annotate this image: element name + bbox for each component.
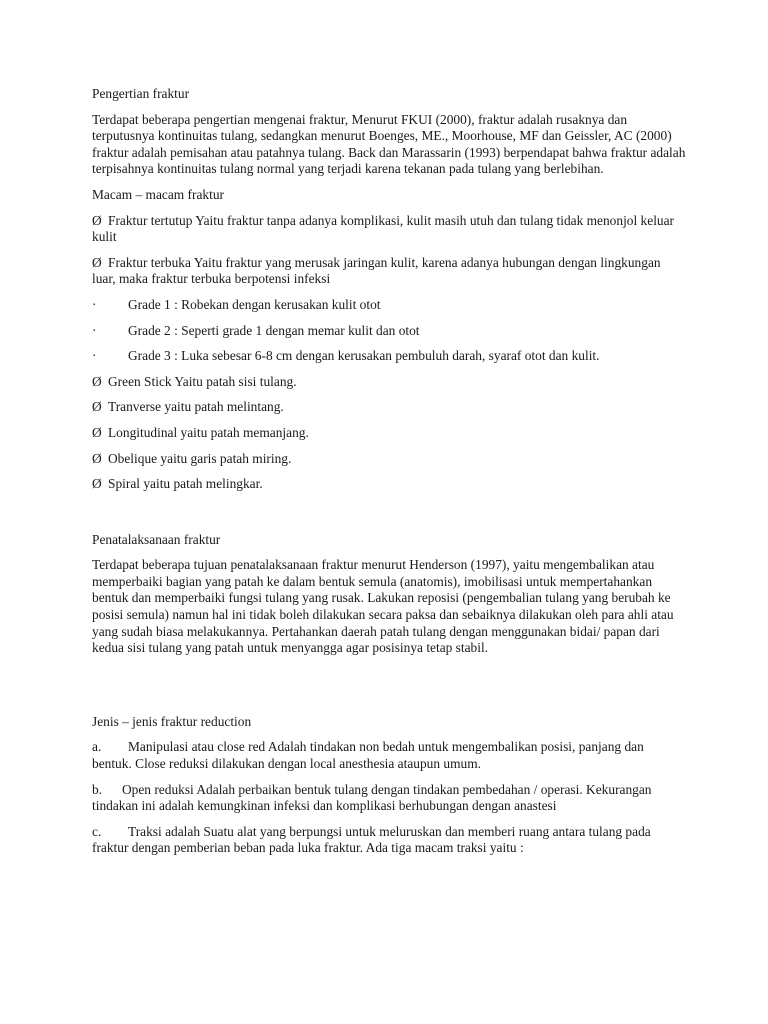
item-text: Open reduksi Adalah perbaikan bentuk tulang dengan tindakan pembedahan / operasi. Kekurangan tindakan ini adalah kemungkinan infeksi dan komplikasi berhubungan dengan anastesi bbox=[92, 781, 652, 814]
arrow-bullet-icon: Ø bbox=[92, 254, 102, 270]
heading-macam: Macam – macam fraktur bbox=[92, 186, 224, 202]
list-item-spiral bbox=[92, 476, 686, 493]
item-text: Longitudinal yaitu patah memanjang. bbox=[108, 424, 309, 440]
arrow-bullet-icon: Ø bbox=[92, 424, 102, 440]
list-item-obelique bbox=[92, 451, 686, 468]
item-text: Obelique yaitu garis patah miring. bbox=[108, 450, 292, 466]
item-text: Fraktur tertutup Yaitu fraktur tanpa adanya komplikasi, kulit masih utuh dan tulang tidak menonjol keluar kulit bbox=[92, 212, 675, 245]
item-text: Traksi adalah Suatu alat yang berpungsi untuk meluruskan dan memberi ruang antara tulang pada fraktur dengan pemberian beban pada luka fraktur. Ada tiga macam traksi yaitu : bbox=[92, 823, 651, 856]
arrow-bullet-icon: Ø bbox=[92, 476, 102, 492]
list-item-grade-2 bbox=[92, 323, 686, 340]
item-marker: c. bbox=[92, 823, 102, 839]
item-text: Grade 3 : Luka sebesar 6-8 cm dengan kerusakan pembuluh darah, syaraf otot dan kulit. bbox=[128, 348, 600, 364]
item-marker: b. bbox=[92, 781, 103, 797]
list-item-fraktur-tertutup bbox=[92, 213, 686, 246]
arrow-bullet-icon: Ø bbox=[92, 450, 102, 466]
spacer bbox=[92, 666, 686, 714]
list-item-fraktur-terbuka bbox=[92, 255, 686, 288]
list-item-grade-1 bbox=[92, 297, 686, 314]
item-text: Fraktur terbuka Yaitu fraktur yang merusak jaringan kulit, karena adanya hubungan dengan lingkungan luar, maka fraktur terbuka berpotensi infeksi bbox=[92, 254, 661, 287]
dot-bullet-icon: · bbox=[92, 348, 97, 364]
item-text: Spiral yaitu patah melingkar. bbox=[108, 476, 263, 492]
arrow-bullet-icon: Ø bbox=[92, 212, 102, 228]
item-text: Manipulasi atau close red Adalah tindakan non bedah untuk mengembalikan posisi, panjang dan bentuk. Close reduksi dilakukan dengan local anesthesia ataupun umum. bbox=[92, 739, 644, 772]
list-item-grade-3 bbox=[92, 348, 686, 365]
item-text: Green Stick Yaitu patah sisi tulang. bbox=[108, 373, 297, 389]
list-item-green-stick bbox=[92, 374, 686, 391]
item-text: Grade 2 : Seperti grade 1 dengan memar kulit dan otot bbox=[128, 322, 420, 338]
paragraph-pengertian: Terdapat beberapa pengertian mengenai fraktur, Menurut FKUI (2000), fraktur adalah rusaknya dan terputusnya kontinuitas tulang, sedangkan menurut Boenges, ME., Moorhouse, MF dan Geissler, AC (2000) fraktur adalah pemisahan atau patahnya tulang. Back dan Marassarin (1993) berpendapat bahwa fraktur adalah terpisahnya kontinuitas tulang normal yang terjadi karena tekanan pada tulang yang berlebihan. bbox=[92, 111, 686, 177]
item-marker: a. bbox=[92, 739, 102, 755]
heading-jenis-reduction: Jenis – jenis fraktur reduction bbox=[92, 713, 252, 729]
dot-bullet-icon: · bbox=[92, 296, 97, 312]
spacer bbox=[92, 502, 686, 532]
list-item-manipulasi bbox=[92, 739, 686, 772]
list-item-open-reduksi bbox=[92, 782, 686, 815]
arrow-bullet-icon: Ø bbox=[92, 373, 102, 389]
heading-penatalaksanaan: Penatalaksanaan fraktur bbox=[92, 531, 221, 547]
list-item-traksi bbox=[92, 824, 686, 857]
dot-bullet-icon: · bbox=[92, 322, 97, 338]
heading-pengertian: Pengertian fraktur bbox=[92, 86, 190, 101]
paragraph-penatalaksanaan: Terdapat beberapa tujuan penatalaksanaan fraktur menurut Henderson (1997), yaitu mengembalikan atau memperbaiki bagian yang patah ke dalam bentuk semula (anatomis), imobilisasi untuk mempertahankan bentuk dan memperbaiki fungsi tulang yang rusak. Lakukan reposisi (pengembalian tulang yang berubah ke posisi semula) namun hal ini tidak boleh dilakukan secara paksa dan sebaiknya dilakukan oleh para ahli atau yang sudah biasa melakukannya. Pertahankan daerah patah tulang dengan menggunakan bidai/ papan dari kedua sisi tulang yang patah untuk menyangga agar posisinya tetap stabil. bbox=[92, 557, 674, 656]
item-text: Grade 1 : Robekan dengan kerusakan kulit otot bbox=[128, 296, 381, 312]
arrow-bullet-icon: Ø bbox=[92, 399, 102, 415]
item-text: Tranverse yaitu patah melintang. bbox=[108, 399, 284, 415]
list-item-tranverse bbox=[92, 399, 686, 416]
list-item-longitudinal bbox=[92, 425, 686, 442]
